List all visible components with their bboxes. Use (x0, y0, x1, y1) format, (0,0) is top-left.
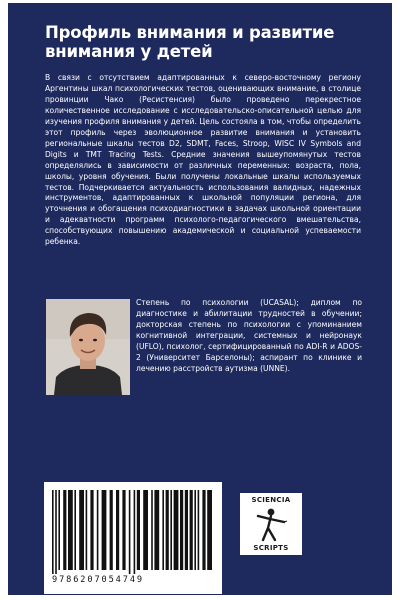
author-bio: Степень по психологии (UCASAL); диплом по диагностике и абилитации трудностей в обучении; докторская степень по психологии с упоминанием когнитивной интеграции, системных и нейронаук (UFLO), психолог, сертифицированный по ADI-R и ADOS-2 (Университет Барселоны); аспирант по клинике и лечению расстройств аутизма (UNNE). (136, 298, 362, 373)
book-title-line2: внимания у детей (45, 42, 213, 61)
book-title-line1: Профиль внимания и развитие (45, 23, 335, 42)
fencer-figure-icon (254, 506, 288, 544)
publisher-name-top: SCIENCIA (251, 496, 291, 504)
book-title (45, 23, 365, 61)
publisher-logo (240, 493, 302, 555)
book-summary: В связи с отсутствием адаптированных к северо-восточному региону Аргентины шкал психологических тестов, оценивающих внимание, в столице провинции Чако (Ресистенсия) было проведено перекрестное количественное исследование с исследовательско-описательной целью для изучения профиля внимания у детей. Цель состояла в том, чтобы определить этот профиль через эволюционное развитие внимания и установить региональные шкалы тестов D2, SDMT, Faces, Stroop, WISC IV Symbols and Digits и TMT Tracing Tests. Средние значения вышеупомянутых тестов определялись в зависимости от различных переменных: возраста, пола, школы, уровня обучения. Были получены локальные шкалы используемых тестов. Подчеркивается актуальность использования валидных, надежных инструментов, адаптированных к школьной популяции региона, для уточнения и обогащения психодиагностики в задачах школьной ориентации и адекватности программ психолого-педагогического вмешательства, способствующих повышению академической и социальной успеваемости ребенка. (45, 73, 361, 247)
barcode-icon (52, 490, 214, 574)
isbn-number: 9786207054749 (52, 575, 144, 585)
publisher-name-bottom: SCRIPTS (253, 544, 289, 552)
isbn-barcode (44, 482, 222, 594)
back-cover (8, 3, 392, 595)
author-portrait-icon (46, 299, 130, 395)
author-photo (46, 299, 130, 395)
